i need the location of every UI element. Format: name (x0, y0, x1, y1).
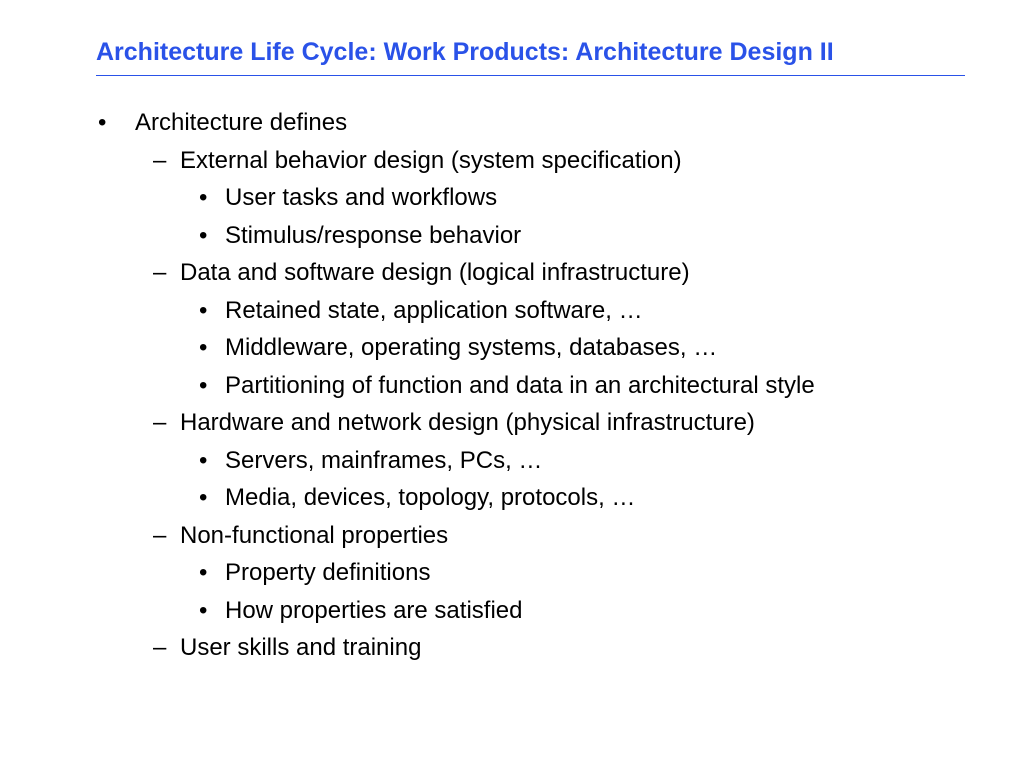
sub-bullet-text: User skills and training (180, 634, 422, 661)
bullet-marker: • (199, 184, 208, 211)
title-divider (96, 75, 965, 76)
dash-marker: – (153, 634, 167, 661)
bullet-marker: • (199, 446, 208, 474)
sub-bullet-item (0, 404, 1024, 442)
dash-marker: – (153, 146, 167, 174)
sub-sub-bullet-item (0, 329, 1024, 367)
bullet-marker: • (199, 596, 208, 624)
sub-sub-bullet-text: How properties are satisfied (225, 596, 523, 624)
bullet-marker: • (199, 484, 208, 511)
bullet-marker: • (199, 559, 208, 586)
sub-sub-bullet-text: Stimulus/response behavior (225, 221, 522, 249)
bullet-item (0, 104, 1024, 142)
sub-bullet-item (0, 629, 1024, 667)
bullet-marker: • (199, 221, 208, 249)
dash-marker: – (153, 521, 167, 549)
sub-sub-bullet-item (0, 217, 1024, 255)
sub-bullet-item (0, 142, 1024, 180)
sub-sub-bullet-item (0, 442, 1024, 480)
sub-sub-bullet-text: Property definitions (225, 559, 431, 586)
sub-sub-bullet-item (0, 367, 1024, 405)
bullet-marker: • (199, 334, 208, 361)
sub-sub-bullet-text: Retained state, application software, … (225, 296, 643, 324)
sub-bullet-item (0, 517, 1024, 555)
slide-title: Architecture Life Cycle: Work Products: Architecture Design II (96, 38, 834, 66)
sub-sub-bullet-text: User tasks and workflows (225, 184, 498, 211)
sub-bullet-text: Data and software design (logical infrastructure) (180, 259, 690, 286)
bullet-text: Architecture defines (135, 109, 348, 136)
sub-sub-bullet-item (0, 554, 1024, 592)
sub-sub-bullet-item (0, 292, 1024, 330)
sub-sub-bullet-text: Middleware, operating systems, databases, … (225, 334, 718, 361)
sub-sub-bullet-item (0, 592, 1024, 630)
sub-sub-bullet-text: Servers, mainframes, PCs, … (225, 446, 543, 474)
sub-bullet-text: External behavior design (system specification) (180, 146, 682, 174)
bullet-marker: • (98, 109, 107, 136)
sub-sub-bullet-item (0, 479, 1024, 517)
sub-bullet-text: Hardware and network design (physical infrastructure) (180, 409, 755, 436)
sub-sub-bullet-text: Partitioning of function and data in an architectural style (225, 371, 815, 399)
sub-bullet-text: Non-functional properties (180, 521, 449, 549)
dash-marker: – (153, 259, 167, 286)
bullet-marker: • (199, 296, 208, 324)
sub-sub-bullet-text: Media, devices, topology, protocols, … (225, 484, 636, 511)
bullet-marker: • (199, 371, 208, 399)
bullet-list (0, 104, 1024, 667)
sub-sub-bullet-item (0, 179, 1024, 217)
sub-bullet-item (0, 254, 1024, 292)
dash-marker: – (153, 409, 167, 436)
